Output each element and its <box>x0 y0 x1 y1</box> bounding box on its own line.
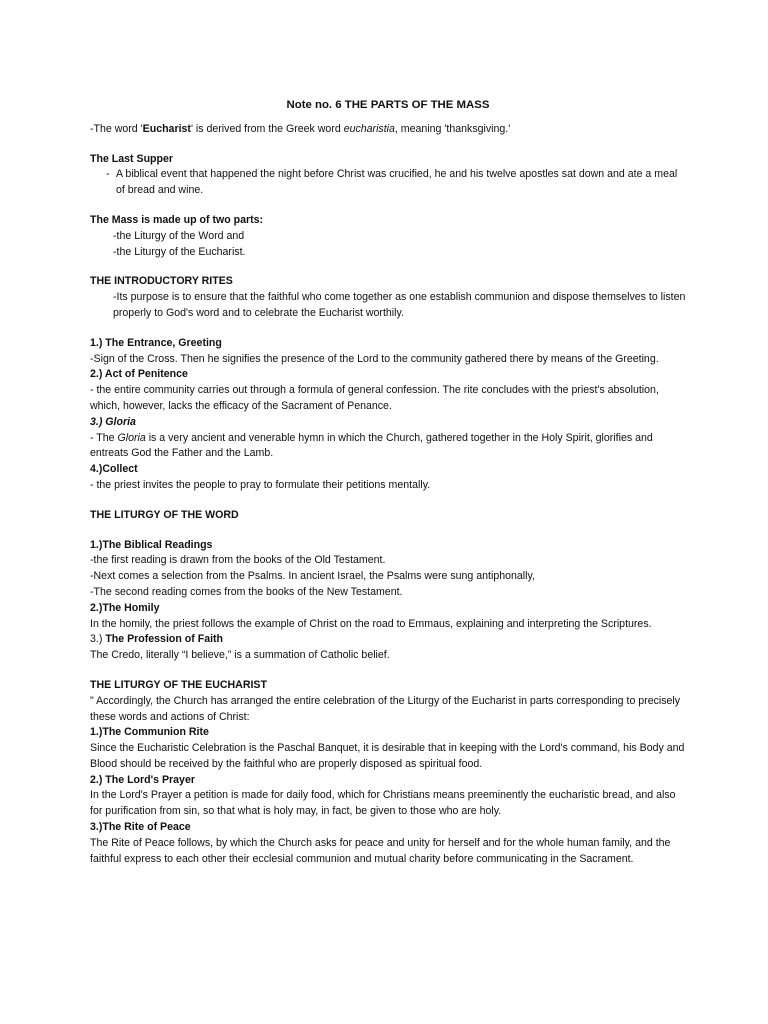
intro-paragraph <box>90 122 686 138</box>
two-parts-item: -the Liturgy of the Eucharist. <box>113 245 246 258</box>
faith-text: The Credo, literally “I believe,” is a summation of Catholic belief. <box>90 649 390 662</box>
last-supper-text: A biblical event that happened the night before Christ was crucified, he and his twelve apostles sat down and ate a meal of bread and wine. <box>116 168 678 197</box>
rite-heading: 3.) Gloria <box>90 415 136 428</box>
rite-text: - the entire community carries out through a formula of general confession. The rite concludes with the priest's absolution, which, however, lacks the efficacy of the Sacrament of Penance. <box>90 384 659 412</box>
rite-heading: 1.) The Entrance, Greeting <box>90 336 222 349</box>
readings-heading: 1.)The Biblical Readings <box>90 538 213 551</box>
reading-line: -The second reading comes from the books of the New Testament. <box>90 585 403 598</box>
homily-heading: 2.)The Homily <box>90 601 160 614</box>
homily-text: In the homily, the priest follows the example of Christ on the road to Emmaus, explaining and interpreting the Scriptures. <box>90 617 652 630</box>
intro-eucharist-term: Eucharist <box>142 122 191 135</box>
introductory-rites-heading: THE INTRODUCTORY RITES <box>90 275 233 288</box>
two-parts-item: -the Liturgy of the Word and <box>113 229 245 242</box>
rite-text: - the priest invites the people to pray to formulate their petitions mentally. <box>90 478 431 491</box>
document-title: Note no. 6 THE PARTS OF THE MASS <box>286 99 490 111</box>
eucharist-item-text: In the Lord's Prayer a petition is made for daily food, which for Christians means preeminently the eucharistic bread, and also for purification from sin, so that what is holy may, in fact, be given to those who are holy. <box>90 789 676 818</box>
eucharist-item-text: The Rite of Peace follows, by which the Church asks for peace and unity for herself and for the whole human family, and the faithful express to each other their ecclesial communion and mutual charity before communicating in the Sacrament. <box>90 836 671 865</box>
intro-mid: ' is derived from the Greek word <box>190 122 344 135</box>
eucharist-item-heading: 1.)The Communion Rite <box>90 726 209 739</box>
eucharist-item-heading: 2.) The Lord's Prayer <box>90 773 195 786</box>
liturgy-eucharist-intro: " Accordingly, the Church has arranged the entire celebration of the Liturgy of the Eucharist in parts corresponding to precisely these words and actions of Christ: <box>90 694 681 723</box>
intro-post: , meaning 'thanksgiving.' <box>394 122 511 135</box>
faith-number: 3.) <box>90 633 106 646</box>
intro-greek-term: eucharistia <box>343 122 395 135</box>
last-supper-heading: The Last Supper <box>90 152 173 165</box>
introductory-rites-text: -Its purpose is to ensure that the faithful who come together as one establish communion and dispose themselves to listen properly to God's word and to celebrate the Eucharist worthily. <box>113 291 686 319</box>
list-dash: - <box>106 168 110 181</box>
reading-line: -the first reading is drawn from the books of the Old Testament. <box>90 554 386 567</box>
faith-heading: The Profession of Faith <box>105 633 224 646</box>
eucharist-item-heading: 3.)The Rite of Peace <box>90 821 191 834</box>
gloria-term: Gloria <box>117 431 146 444</box>
document-body <box>90 98 686 867</box>
faith-heading-line <box>90 632 686 648</box>
reading-line: -Next comes a selection from the Psalms. In ancient Israel, the Psalms were sung antiphonally, <box>90 570 535 583</box>
liturgy-word-heading: THE LITURGY OF THE WORD <box>90 508 239 521</box>
two-parts-heading: The Mass is made up of two parts: <box>90 213 264 226</box>
rite-text <box>90 431 686 463</box>
gloria-post: is a very ancient and venerable hymn in which the Church, gathered together in the Holy Spirit, glorifies and entreats God the Father and the Lamb. <box>90 431 653 460</box>
last-supper-item <box>90 167 686 199</box>
gloria-pre: - The <box>90 431 118 444</box>
rite-heading: 2.) Act of Penitence <box>90 368 188 381</box>
liturgy-eucharist-heading: THE LITURGY OF THE EUCHARIST <box>90 678 267 691</box>
eucharist-item-text: Since the Eucharistic Celebration is the Paschal Banquet, it is desirable that in keeping with the Lord's command, his Body and Blood should be received by the faithful who are properly disposed as spiritual food. <box>90 742 685 770</box>
rite-text: -Sign of the Cross. Then he signifies the presence of the Lord to the community gathered there by means of the Greeting. <box>90 352 659 365</box>
rite-heading: 4.)Collect <box>90 463 138 476</box>
intro-pre: -The word ' <box>90 122 143 135</box>
